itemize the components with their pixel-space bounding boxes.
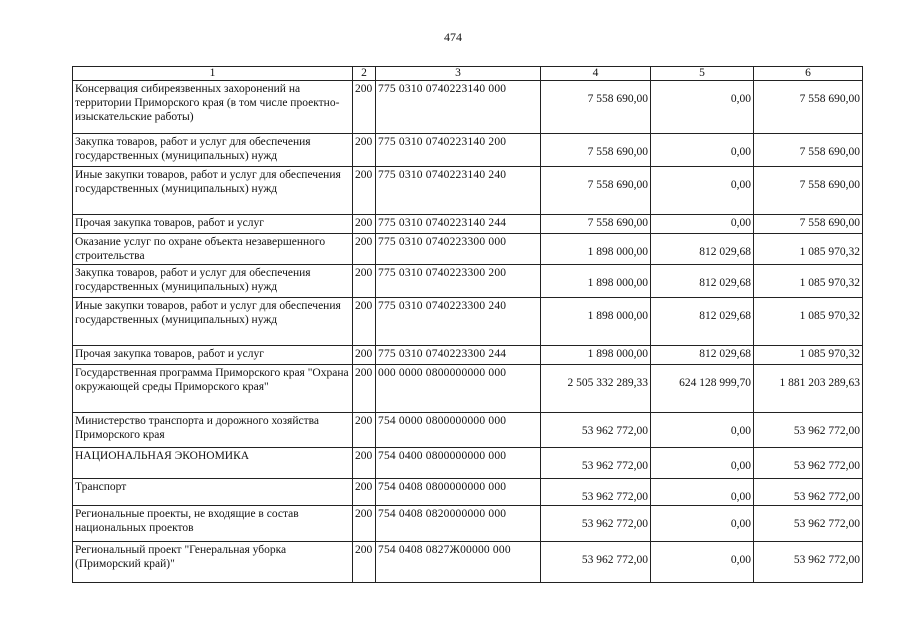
table-row (73, 167, 863, 215)
row-name-cell: Региональные проекты, не входящие в состав национальных проектов (73, 506, 353, 542)
row-name-cell: Прочая закупка товаров, работ и услуг (73, 346, 353, 365)
row-amount-exec-cell (651, 81, 754, 134)
row-amount-exec-cell (651, 167, 754, 215)
row-code-b-cell: 775 0310 0740223300 240 (376, 298, 541, 346)
row-amount-exec-cell (651, 542, 754, 583)
table-row (73, 265, 863, 298)
amount-value: 7 558 690,00 (799, 146, 860, 158)
row-amount-exec-cell (651, 479, 754, 506)
row-amount-exec-cell (651, 506, 754, 542)
row-name-cell: Региональный проект "Генеральная уборка (Приморский край)" (73, 542, 353, 583)
row-code-b-cell: 000 0000 0800000000 000 (376, 365, 541, 413)
amount-value: 53 962 772,00 (581, 554, 648, 566)
page-number: 474 (444, 30, 462, 44)
amount-value: 0,00 (730, 554, 751, 566)
row-amount-rest-cell (754, 448, 863, 479)
row-amount-rest-cell (754, 265, 863, 298)
table-row (73, 215, 863, 234)
row-name-cell: Иные закупки товаров, работ и услуг для обеспечения государственных (муниципальных) нужд (73, 167, 353, 215)
amount-value: 1 085 970,32 (799, 246, 860, 258)
row-amount-exec-cell (651, 298, 754, 346)
table-row (73, 413, 863, 448)
row-name-cell: Государственная программа Приморского края "Охрана окружающей среды Приморского края" (73, 365, 353, 413)
row-code-b-cell: 754 0000 0800000000 000 (376, 413, 541, 448)
amount-value: 2 505 332 289,33 (567, 377, 648, 389)
amount-value: 53 962 772,00 (581, 518, 648, 530)
amount-value: 53 962 772,00 (581, 491, 648, 503)
amount-value: 53 962 772,00 (581, 460, 648, 472)
amount-value: 0,00 (730, 491, 751, 503)
row-amount-rest-cell (754, 479, 863, 506)
table-header-row (73, 67, 863, 81)
row-amount-plan-cell: 7 558 690,00 (541, 215, 651, 234)
amount-value: 53 962 772,00 (793, 460, 860, 472)
row-code-b-cell: 775 0310 0740223140 000 (376, 81, 541, 134)
amount-value: 812 029,68 (699, 310, 751, 322)
amount-value: 1 085 970,32 (799, 277, 860, 289)
column-header: 2 (353, 67, 376, 81)
row-amount-rest-cell (754, 506, 863, 542)
amount-value: 1 898 000,00 (587, 310, 648, 322)
row-amount-exec-cell (651, 265, 754, 298)
row-name-cell: Иные закупки товаров, работ и услуг для обеспечения государственных (муниципальных) нужд (73, 298, 353, 346)
row-amount-plan-cell (541, 506, 651, 542)
amount-value: 53 962 772,00 (581, 425, 648, 437)
row-amount-plan-cell (541, 167, 651, 215)
column-header: 1 (73, 67, 353, 81)
row-code-b-cell: 775 0310 0740223140 244 (376, 215, 541, 234)
row-name-cell: Оказание услуг по охране объекта незавершенного строительства (73, 234, 353, 265)
table-row (73, 134, 863, 167)
amount-value: 624 128 999,70 (679, 377, 751, 389)
row-code-a-cell: 200 (353, 234, 376, 265)
table-row (73, 506, 863, 542)
row-amount-exec-cell: 812 029,68 (651, 346, 754, 365)
table-row (73, 346, 863, 365)
amount-value: 0,00 (730, 93, 751, 105)
row-code-a-cell: 200 (353, 298, 376, 346)
row-amount-exec-cell: 0,00 (651, 215, 754, 234)
row-amount-plan-cell (541, 134, 651, 167)
row-code-a-cell: 200 (353, 346, 376, 365)
row-amount-rest-cell (754, 542, 863, 583)
amount-value: 1 898 000,00 (587, 246, 648, 258)
row-amount-exec-cell (651, 234, 754, 265)
row-code-a-cell: 200 (353, 81, 376, 134)
budget-table (72, 66, 863, 583)
row-amount-plan-cell (541, 448, 651, 479)
amount-value: 53 962 772,00 (793, 518, 860, 530)
amount-value: 7 558 690,00 (587, 93, 648, 105)
row-code-b-cell: 754 0408 0820000000 000 (376, 506, 541, 542)
column-header: 6 (754, 67, 863, 81)
row-code-a-cell: 200 (353, 265, 376, 298)
row-code-a-cell: 200 (353, 542, 376, 583)
row-amount-plan-cell (541, 542, 651, 583)
table-row (73, 479, 863, 506)
row-name-cell: Прочая закупка товаров, работ и услуг (73, 215, 353, 234)
row-amount-plan-cell (541, 298, 651, 346)
amount-value: 812 029,68 (699, 277, 751, 289)
amount-value: 0,00 (730, 518, 751, 530)
amount-value: 1 085 970,32 (799, 310, 860, 322)
amount-value: 812 029,68 (699, 246, 751, 258)
row-code-a-cell: 200 (353, 134, 376, 167)
row-name-cell: Закупка товаров, работ и услуг для обеспечения государственных (муниципальных) нужд (73, 265, 353, 298)
row-code-a-cell: 200 (353, 167, 376, 215)
amount-value: 0,00 (730, 460, 751, 472)
row-code-a-cell: 200 (353, 479, 376, 506)
row-amount-exec-cell (651, 448, 754, 479)
row-name-cell: Министерство транспорта и дорожного хозяйства Приморского края (73, 413, 353, 448)
row-amount-plan-cell (541, 234, 651, 265)
row-amount-plan-cell: 1 898 000,00 (541, 346, 651, 365)
column-header: 4 (541, 67, 651, 81)
row-amount-rest-cell (754, 81, 863, 134)
row-amount-rest-cell (754, 413, 863, 448)
amount-value: 7 558 690,00 (587, 146, 648, 158)
table-row (73, 234, 863, 265)
row-code-b-cell: 775 0310 0740223300 200 (376, 265, 541, 298)
row-amount-rest-cell (754, 365, 863, 413)
row-code-b-cell: 754 0408 0827Ж00000 000 (376, 542, 541, 583)
row-name-cell: НАЦИОНАЛЬНАЯ ЭКОНОМИКА (73, 448, 353, 479)
row-code-b-cell: 775 0310 0740223300 000 (376, 234, 541, 265)
row-amount-rest-cell: 1 085 970,32 (754, 346, 863, 365)
amount-value: 0,00 (730, 179, 751, 191)
amount-value: 7 558 690,00 (799, 93, 860, 105)
row-amount-rest-cell: 7 558 690,00 (754, 215, 863, 234)
amount-value: 7 558 690,00 (799, 179, 860, 191)
amount-value: 0,00 (730, 146, 751, 158)
row-amount-exec-cell (651, 134, 754, 167)
row-amount-plan-cell (541, 479, 651, 506)
amount-value: 53 962 772,00 (793, 491, 860, 503)
row-name-cell: Консервация сибиреязвенных захоронений на территории Приморского края (в том числе проектно-изыскательские работы) (73, 81, 353, 134)
amount-value: 7 558 690,00 (587, 179, 648, 191)
table-row (73, 542, 863, 583)
row-amount-rest-cell (754, 134, 863, 167)
row-code-b-cell: 775 0310 0740223140 200 (376, 134, 541, 167)
row-amount-exec-cell (651, 413, 754, 448)
column-header: 5 (651, 67, 754, 81)
row-code-a-cell: 200 (353, 506, 376, 542)
amount-value: 53 962 772,00 (793, 554, 860, 566)
row-code-a-cell: 200 (353, 215, 376, 234)
row-name-cell: Закупка товаров, работ и услуг для обеспечения государственных (муниципальных) нужд (73, 134, 353, 167)
amount-value: 0,00 (730, 425, 751, 437)
row-code-b-cell: 754 0400 0800000000 000 (376, 448, 541, 479)
row-code-b-cell: 754 0408 0800000000 000 (376, 479, 541, 506)
row-code-b-cell: 775 0310 0740223140 240 (376, 167, 541, 215)
row-amount-rest-cell (754, 167, 863, 215)
row-amount-exec-cell (651, 365, 754, 413)
table-row (73, 365, 863, 413)
amount-value: 1 898 000,00 (587, 277, 648, 289)
row-amount-plan-cell (541, 81, 651, 134)
row-code-a-cell: 200 (353, 413, 376, 448)
table-row (73, 298, 863, 346)
row-code-b-cell: 775 0310 0740223300 244 (376, 346, 541, 365)
row-code-a-cell: 200 (353, 365, 376, 413)
row-amount-rest-cell (754, 234, 863, 265)
row-amount-plan-cell (541, 413, 651, 448)
amount-value: 1 881 203 289,63 (779, 377, 860, 389)
row-amount-rest-cell (754, 298, 863, 346)
row-amount-plan-cell (541, 265, 651, 298)
row-code-a-cell: 200 (353, 448, 376, 479)
row-amount-plan-cell (541, 365, 651, 413)
amount-value: 53 962 772,00 (793, 425, 860, 437)
table-row (73, 81, 863, 134)
table-row (73, 448, 863, 479)
column-header: 3 (376, 67, 541, 81)
row-name-cell: Транспорт (73, 479, 353, 506)
